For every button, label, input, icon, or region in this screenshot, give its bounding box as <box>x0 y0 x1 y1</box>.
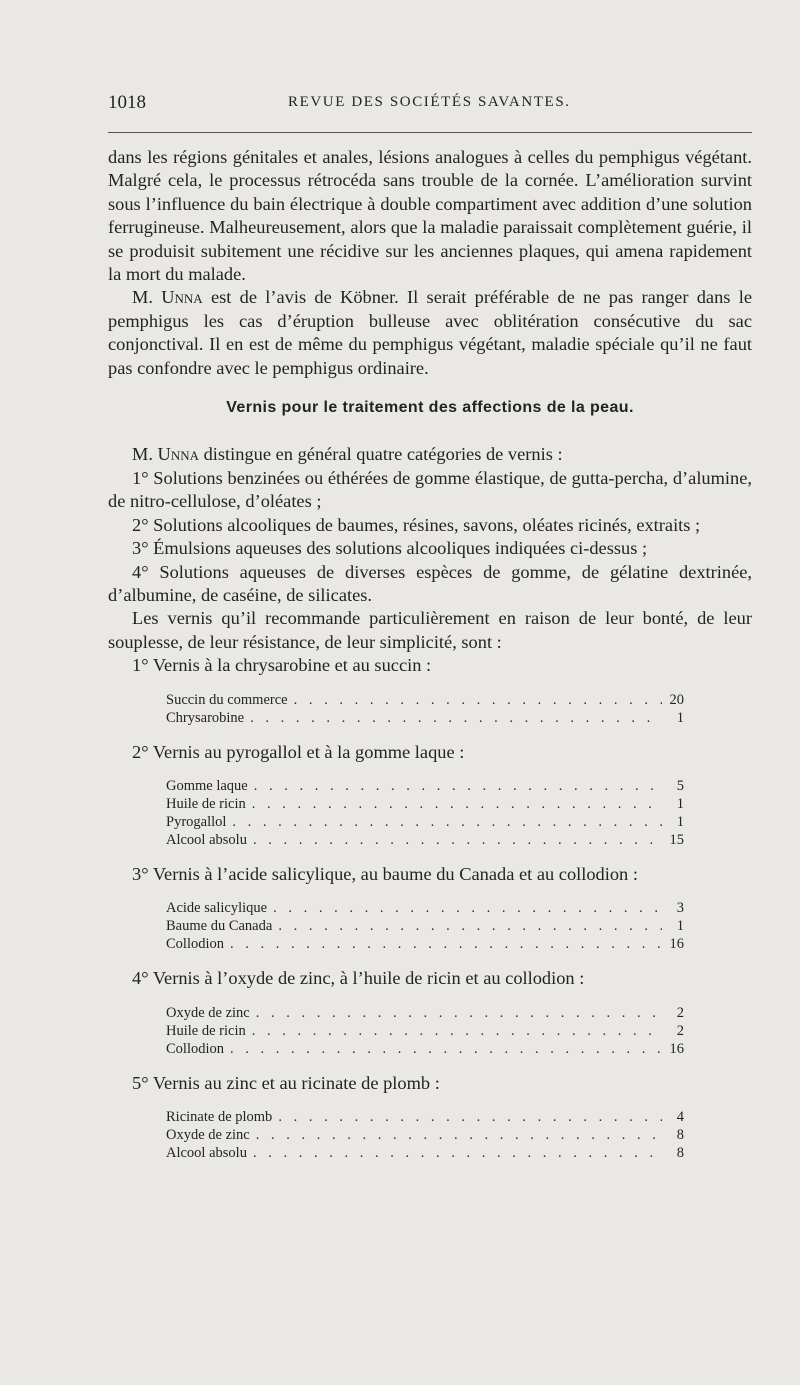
recipe-row <box>166 1004 684 1022</box>
category-3: 3° Émulsions aqueuses des solutions alcooliques indiquées ci-dessus ; <box>132 538 648 559</box>
dot-leader <box>254 777 662 795</box>
dot-leader <box>294 691 662 709</box>
category-2: 2° Solutions alcooliques de baumes, résines, savons, oléates ricinés, extraits ; <box>132 514 701 535</box>
dot-leader <box>230 1040 662 1058</box>
ingredient-quantity: 3 <box>676 900 684 917</box>
page-header <box>108 92 752 118</box>
recipe-row <box>166 1144 684 1162</box>
ingredient-quantity: 4 <box>676 1109 684 1126</box>
recipe-title: 1° Vernis à la chrysarobine et au succin : <box>132 655 432 676</box>
ingredient-name: Chrysarobine <box>166 709 245 726</box>
recipe-row <box>166 1022 684 1040</box>
ingredient-quantity: 8 <box>676 1127 684 1144</box>
ingredient-quantity: 15 <box>669 831 684 848</box>
categories-intro <box>108 443 752 466</box>
ingredient-name: Huile de ricin <box>166 795 246 812</box>
page-body <box>108 146 752 1176</box>
category-1: 1° Solutions benzinées ou éthérées de gomme élastique, de gutta-percha, d’alumine, de nitro-cellulose, d’oléates ; <box>108 467 752 512</box>
recommendation-paragraph: Les vernis qu’il recommande particulièrement en raison de leur bonté, de leur souplesse, de leur résistance, de leur simplicité, sont : <box>108 608 752 652</box>
ingredient-name: Baume du Canada <box>166 918 273 935</box>
intro-paragraph-1: dans les régions génitales et anales, lésions analogues à celles du pemphigus végétant. Malgré cela, le processus rétrocéda sans trouble de la cornée. L’amélioration survint sous l’influence du bain électrique à double compartiment avec addition d’une solution ferrugineuse. Malheureusement, alors que la maladie paraissait complètement guérie, il se produisit subitement une récidive sur les anciennes plaques, qui amena rapidement la mort du malade. <box>108 147 752 285</box>
recipe-row <box>166 917 684 935</box>
dot-leader <box>250 709 662 727</box>
categories-intro-text: distingue en général quatre catégories de vernis : <box>199 444 563 465</box>
dot-leader <box>252 1022 662 1040</box>
ingredient-name: Collodion <box>166 936 225 953</box>
dot-leader <box>253 831 662 849</box>
recipe-row <box>166 935 684 953</box>
author-name: M. Unna <box>132 287 203 308</box>
recipe-row <box>166 709 684 727</box>
ingredient-name: Gomme laque <box>166 777 248 794</box>
recipe-list <box>166 1108 684 1162</box>
ingredient-quantity: 1 <box>676 709 684 726</box>
ingredient-name: Huile de ricin <box>166 1022 246 1039</box>
dot-leader <box>273 899 662 917</box>
ingredient-quantity: 8 <box>676 1145 684 1162</box>
ingredient-name: Collodion <box>166 1040 225 1057</box>
recipe-title: 5° Vernis au zinc et au ricinate de plomb : <box>132 1072 440 1093</box>
dot-leader <box>278 917 662 935</box>
recipe-list <box>166 691 684 727</box>
ingredient-name: Alcool absolu <box>166 1145 247 1162</box>
recipe-row <box>166 899 684 917</box>
intro-paragraph-2-text: est de l’avis de Köbner. Il serait préférable de ne pas ranger dans le pemphigus les cas d’éruption bulleuse avec oblitération consécutive du sac conjonctival. Il en est de même du pemphigus végétant, maladie spéciale qu’il ne faut pas confondre avec le pemphigus ordinaire. <box>108 287 752 378</box>
recipe-row <box>166 813 684 831</box>
recipe-row <box>166 691 684 709</box>
dot-leader <box>232 813 662 831</box>
category-4: 4° Solutions aqueuses de diverses espèces de gomme, de gélatine dextrinée, d’albumine, de caséine, de silicates. <box>108 561 752 605</box>
ingredient-quantity: 5 <box>676 777 684 794</box>
dot-leader <box>278 1108 662 1126</box>
dot-leader <box>252 795 662 813</box>
dot-leader <box>256 1004 662 1022</box>
ingredient-name: Pyrogallol <box>166 813 227 830</box>
recipe-title: 2° Vernis au pyrogallol et à la gomme laque : <box>132 741 465 762</box>
ingredient-quantity: 1 <box>676 795 684 812</box>
recipe-row <box>166 1040 684 1058</box>
recipe-row <box>166 795 684 813</box>
dot-leader <box>253 1144 662 1162</box>
recipe-title: 4° Vernis à l’oxyde de zinc, à l’huile de ricin et au collodion : <box>132 968 585 989</box>
ingredient-name: Succin du commerce <box>166 691 288 708</box>
ingredient-quantity: 16 <box>669 1040 684 1057</box>
recipe-row <box>166 1108 684 1126</box>
recipe-title: 3° Vernis à l’acide salicylique, au baume du Canada et au collodion : <box>132 863 638 884</box>
ingredient-name: Acide salicylique <box>166 900 268 917</box>
ingredient-quantity: 1 <box>676 918 684 935</box>
dot-leader <box>256 1126 662 1144</box>
running-title: REVUE DES SOCIÉTÉS SAVANTES. <box>288 94 571 110</box>
recipe-list <box>166 1004 684 1058</box>
recipe-row <box>166 831 684 849</box>
author-name: M. Unna <box>132 444 199 465</box>
ingredient-name: Ricinate de plomb <box>166 1109 273 1126</box>
ingredient-quantity: 2 <box>676 1004 684 1021</box>
recipe-list <box>166 777 684 849</box>
recipe-list <box>166 899 684 953</box>
dot-leader <box>230 935 662 953</box>
page-number: 1018 <box>108 92 146 113</box>
ingredient-quantity: 16 <box>669 936 684 953</box>
ingredient-name: Oxyde de zinc <box>166 1127 250 1144</box>
ingredient-quantity: 2 <box>676 1022 684 1039</box>
ingredient-name: Oxyde de zinc <box>166 1004 250 1021</box>
ingredient-name: Alcool absolu <box>166 831 247 848</box>
intro-paragraph-2 <box>108 286 752 380</box>
header-rule <box>108 132 752 133</box>
recipe-row <box>166 1126 684 1144</box>
recipe-row <box>166 777 684 795</box>
ingredient-quantity: 20 <box>669 691 684 708</box>
ingredient-quantity: 1 <box>676 813 684 830</box>
section-title: Vernis pour le traitement des affections de la peau. <box>226 399 634 417</box>
